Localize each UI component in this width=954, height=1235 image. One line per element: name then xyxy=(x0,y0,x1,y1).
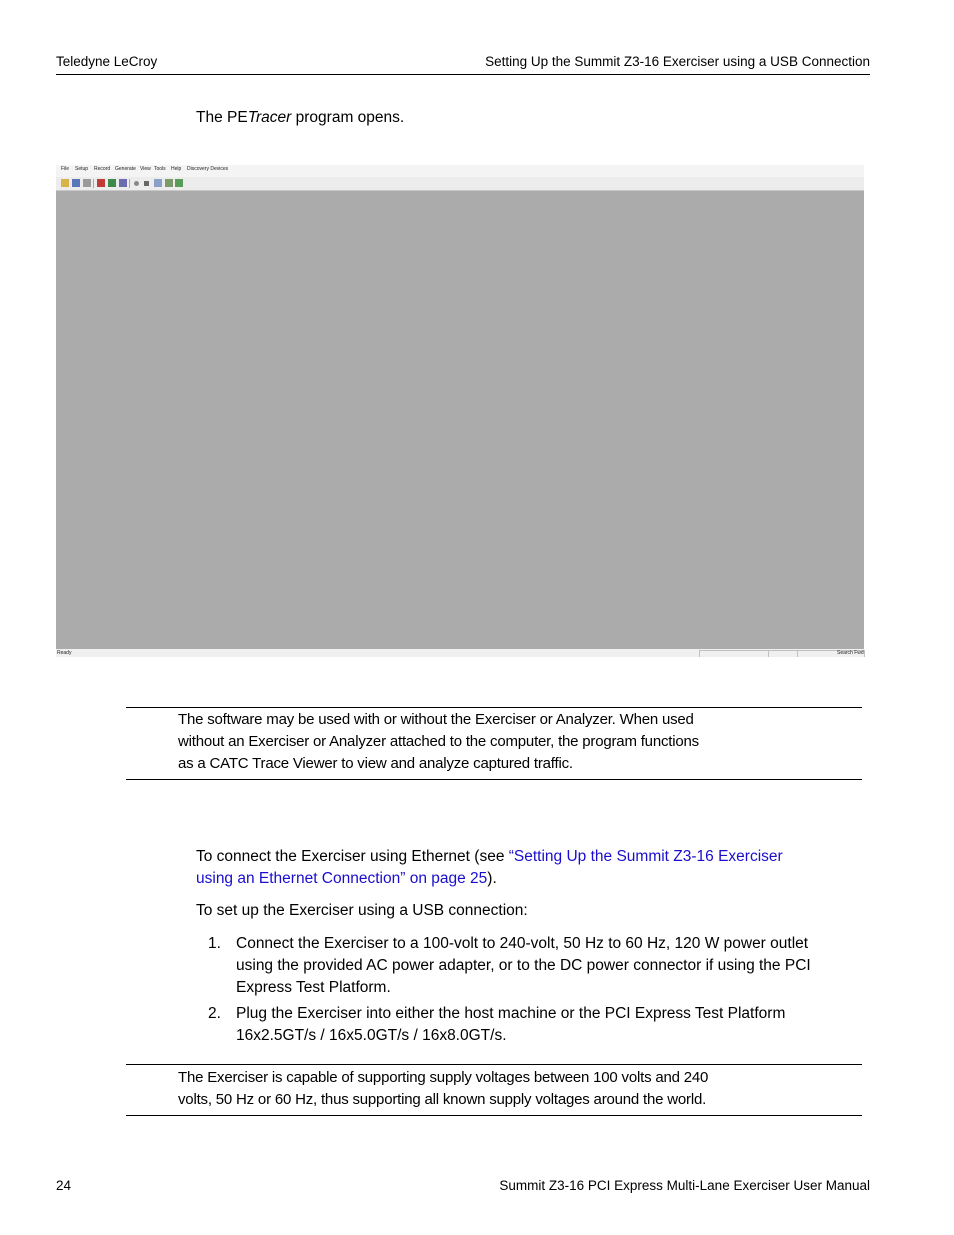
toolbar-separator xyxy=(129,179,130,188)
record-icon[interactable] xyxy=(97,179,105,187)
menu-help[interactable]: Help xyxy=(171,166,182,172)
save-icon[interactable] xyxy=(72,179,80,187)
manual-title-footer: Summit Z3-16 PCI Express Multi-Lane Exerciser User Manual xyxy=(499,1178,870,1193)
running-header-right: Setting Up the Summit Z3-16 Exerciser using a USB Connection xyxy=(485,54,870,69)
menu-generate[interactable]: Generate xyxy=(115,166,136,172)
note-supply-voltages: The Exerciser is capable of supporting supply voltages between 100 volts and 240 volts, 50 Hz or 60 Hz, thus supporting all known supply voltages around the world. xyxy=(178,1069,709,1108)
menu-bar xyxy=(56,165,864,177)
usb-intro-paragraph: To set up the Exerciser using a USB connection: xyxy=(196,902,528,919)
ethernet-paragraph: To connect the Exerciser using Ethernet (see “Setting Up the Summit Z3-16 Exerciser using an Ethernet Connection” on page 25). xyxy=(196,848,783,887)
menu-discovery-devices[interactable]: Discovery Devices xyxy=(187,166,229,172)
menu-tools[interactable]: Tools xyxy=(154,166,166,172)
note-bottom-rule xyxy=(126,779,862,780)
mdi-workspace xyxy=(56,191,864,649)
traffic-icon[interactable] xyxy=(108,179,116,187)
header-rule xyxy=(56,74,870,75)
menu-view[interactable]: View xyxy=(140,166,151,172)
open-icon[interactable] xyxy=(61,179,69,187)
start-icon[interactable] xyxy=(134,181,139,186)
exerciser-icon[interactable] xyxy=(175,179,183,187)
toolbar xyxy=(56,177,864,191)
status-pane xyxy=(768,650,798,657)
status-bar xyxy=(56,649,864,657)
status-text: Ready xyxy=(57,650,72,656)
usb-steps-list xyxy=(196,933,876,1051)
print-icon[interactable] xyxy=(83,179,91,187)
page-number: 24 xyxy=(56,1178,72,1193)
search-direction-status: Search Fwd xyxy=(837,650,864,656)
petracer-window-screenshot xyxy=(56,165,864,657)
note-trace-viewer: The software may be used with or without the Exerciser or Analyzer. When used without an Exerciser or Analyzer attached to the computer, the program functions as a CATC Trace Viewer to view and analyze captured traffic. xyxy=(178,711,699,772)
menu-file[interactable]: File xyxy=(61,166,70,172)
intro-paragraph: The PETracer program opens. xyxy=(196,109,405,126)
note-top-rule xyxy=(126,1064,862,1065)
network-icon[interactable] xyxy=(165,179,173,187)
toolbar-separator xyxy=(93,179,94,188)
list-item: 2. Plug the Exerciser into either the host machine or the PCI Express Test Platform 16x2.5GT/s / 16x5.0GT/s / 16x8.0GT/s. xyxy=(208,1005,786,1044)
status-pane xyxy=(699,650,769,657)
note-bottom-rule xyxy=(126,1115,862,1116)
pci-icon[interactable] xyxy=(154,179,162,187)
stop-icon[interactable] xyxy=(144,181,149,186)
running-header-left: Teledyne LeCroy xyxy=(56,54,158,69)
list-item: 1. Connect the Exerciser to a 100-volt to 240-volt, 50 Hz to 60 Hz, 120 W power outlet using the provided AC power adapter, or to the DC power connector if using the PCI Express Test Platform. xyxy=(208,935,811,996)
note-top-rule xyxy=(126,707,862,708)
analyzer-icon[interactable] xyxy=(119,179,127,187)
menu-record[interactable]: Record xyxy=(94,166,111,172)
ethernet-section-link[interactable]: “Setting Up the Summit Z3-16 Exerciser xyxy=(508,848,783,865)
ethernet-section-link-cont[interactable]: using an Ethernet Connection” on page 25 xyxy=(196,870,488,887)
menu-setup[interactable]: Setup xyxy=(75,166,89,172)
